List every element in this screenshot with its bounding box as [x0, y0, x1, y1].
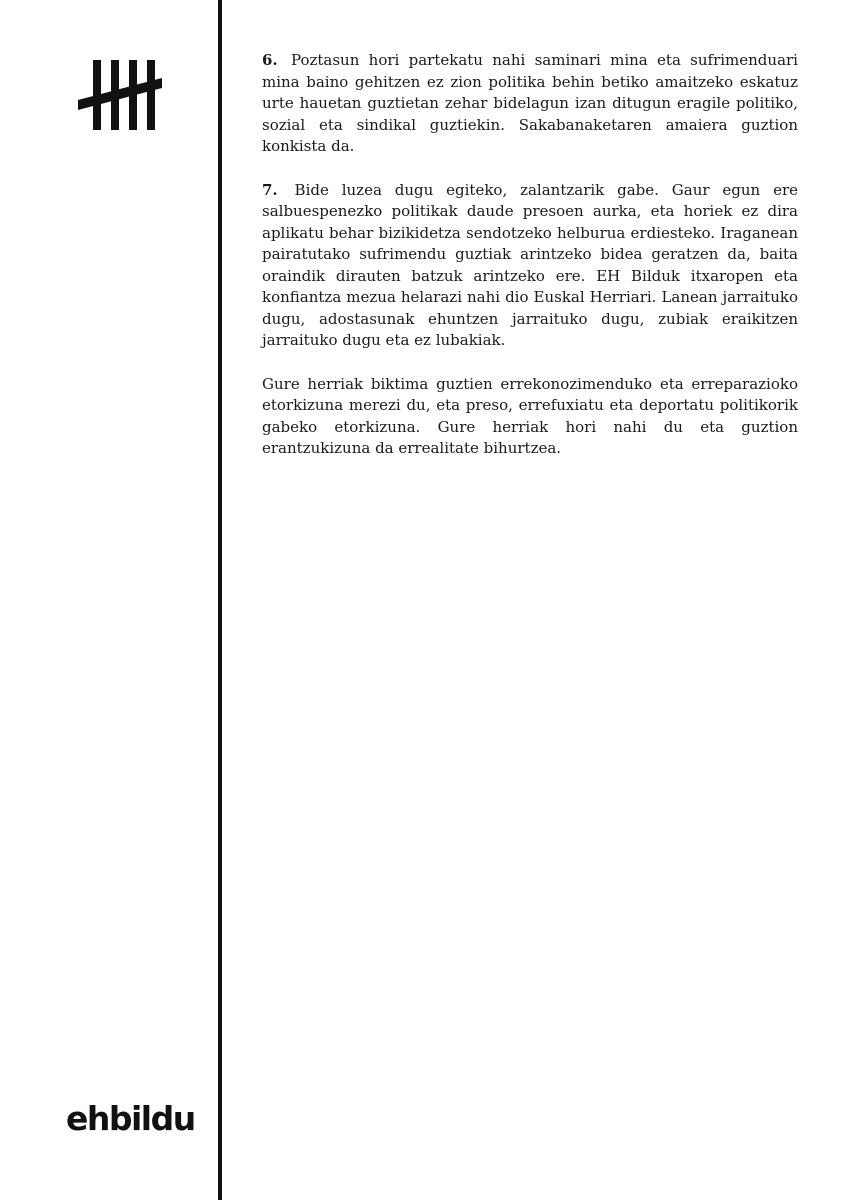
closing-paragraph — [262, 374, 798, 460]
paragraph-6 — [262, 50, 798, 158]
paragraph-7 — [262, 180, 798, 352]
vertical-divider — [218, 0, 222, 1200]
tally-marks-logo — [78, 58, 162, 134]
paragraph-text: Bide luzea dugu egiteko, zalantzarik gabe. Gaur egun ere salbuespenezko politikak daude presoen aurka, eta horiek ez dira aplikatu behar bizikidetza sendotzeko helburua erdiesteko. Iraganean pairatutako sufrimendu guztiak arintzeko bidea geratzen da, baita oraindik dirauten batzuk arintzeko ere. EH Bilduk itxaropen eta konfiantza mezua helarazi nahi dio Euskal Herriari. Lanean jarraituko dugu, adostasunak ehuntzen jarraituko dugu, zubiak eraikitzen jarraituko dugu eta ez lubakiak. — [262, 180, 798, 349]
paragraph-number: 7. — [262, 180, 278, 199]
paragraph-number: 6. — [262, 51, 278, 69]
document-body — [262, 50, 798, 482]
brand-wordmark: ehbildu — [66, 1099, 195, 1138]
paragraph-text: Poztasun hori partekatu nahi saminari mina eta sufrimenduari mina baino gehitzen ez zion politika behin betiko amaitzeko eskatuz urte hauetan guztietan zehar bidelagun izan ditugun eragile politiko, sozial eta sindikal guztiekin. Sakabanaketaren amaiera guztion konkista da. — [262, 51, 798, 155]
paragraph-text: Gure herriak biktima guztien errekonozimenduko eta erreparazioko etorkizuna merezi du, eta preso, errefuxiatu eta deportatu politikorik gabeko etorkizuna. Gure herriak hori nahi du eta guztion erantzukizuna da errealitate bihurtzea. — [262, 374, 798, 457]
